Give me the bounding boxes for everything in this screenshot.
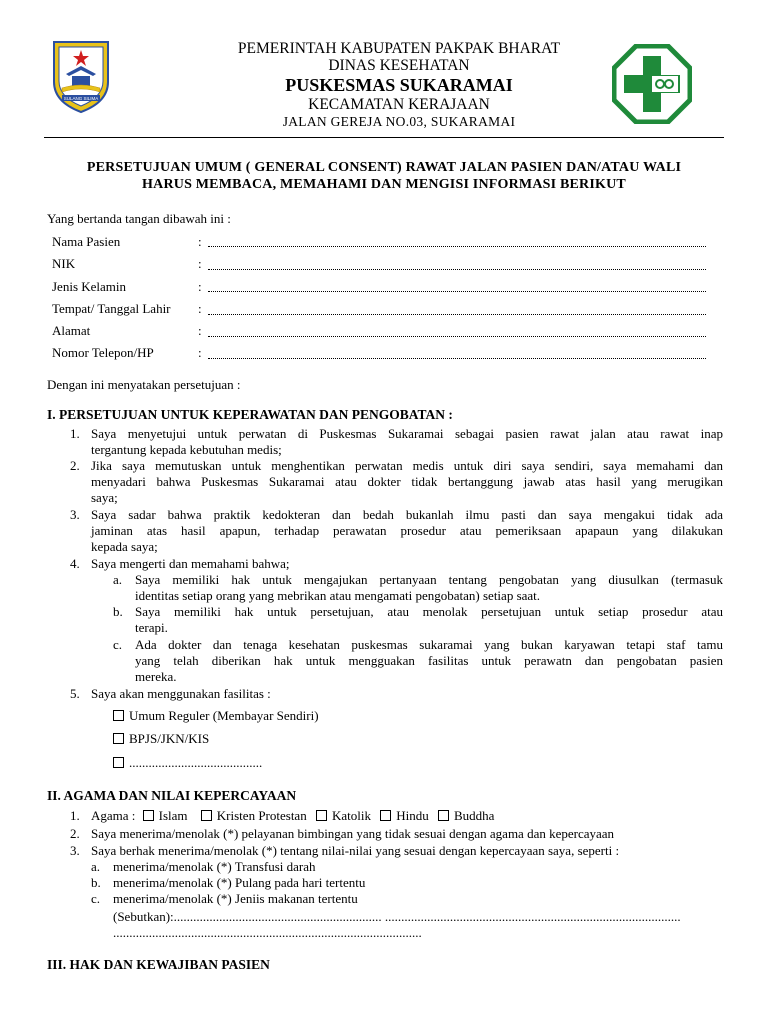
alamat-input[interactable] (208, 336, 706, 337)
checkbox-islam[interactable] (143, 810, 154, 821)
facility-option-other[interactable] (113, 755, 262, 771)
belief-subitem-c: menerima/menolak (*) Jeniis makanan tertentu (113, 891, 358, 906)
item-number: 2. (70, 826, 80, 841)
subitem-letter: a. (113, 572, 123, 587)
tempat-tanggal-lahir-input[interactable] (208, 314, 706, 315)
option-label: ......................................... (129, 755, 263, 770)
religion-option: Islam (158, 808, 188, 823)
nomor-telepon-input[interactable] (208, 358, 706, 359)
field-label: Nomor Telepon/HP (52, 345, 154, 360)
checkbox[interactable] (113, 710, 124, 721)
puskesmas-cross-icon (612, 44, 692, 124)
subitem-letter: c. (113, 637, 123, 652)
header-divider (44, 137, 724, 138)
document-title-line2: HARUS MEMBACA, MEMAHAMI DAN MENGISI INFORMASI BERIKUT (142, 177, 626, 192)
religion-item-2: Saya menerima/menolak (*) pelayanan bimbingan yang tidak sesuai dengan agama dan kepercayaan (91, 826, 615, 841)
consent-item-3: Saya sadar bahwa praktik kedokteran dan bedah bukanlah ilmu pasti dan saya mengakui tidak ada jaminan atas hasil apapun, terhadap perawatan prosedur atau pemeriksaan apapaun yang dilakukan kepada saya; (91, 507, 723, 554)
field-colon: : (198, 301, 202, 316)
option-label: BPJS/JKN/KIS (129, 731, 210, 746)
item-number: 1. (70, 426, 80, 441)
header-district: KECAMATAN KERAJAAN (308, 96, 490, 113)
jenis-kelamin-input[interactable] (208, 291, 706, 292)
header-agency: DINAS KESEHATAN (328, 57, 470, 74)
belief-subitem-a: menerima/menolak (*) Transfusi darah (113, 859, 316, 874)
checkbox[interactable] (113, 733, 124, 744)
field-label: Alamat (52, 323, 91, 338)
section3-heading: III. HAK DAN KEWAJIBAN PASIEN (47, 957, 270, 972)
header-address: JALAN GEREJA NO.03, SUKARAMAI (282, 114, 516, 129)
consent-item-4: Saya mengerti dan memahami bahwa; (91, 556, 290, 571)
field-label: NIK (52, 256, 76, 271)
belief-subitem-b: menerima/menolak (*) Pulang pada hari tertentu (113, 875, 366, 890)
option-label: Umum Reguler (Membayar Sendiri) (129, 708, 319, 723)
sebutkan-field-continued[interactable]: ............................................................................................... (113, 925, 422, 940)
checkbox-buddha[interactable] (438, 810, 449, 821)
field-label: Nama Pasien (52, 234, 121, 249)
religion-option: Katolik (331, 808, 371, 823)
religion-item-3: Saya berhak menerima/menolak (*) tentang nilai-nilai yang sesuai dengan kepercayaan saya, seperti : (91, 843, 620, 858)
header-government: PEMERINTAH KABUPATEN PAKPAK BHARAT (237, 40, 561, 57)
consent-subitem-b: Saya memiliki hak untuk persetujuan, atau menolak persetujuan untuk setiap prosedur atau terapi. (135, 604, 723, 635)
puskesmas-logo (612, 44, 692, 124)
sebutkan-field[interactable]: (Sebutkan):................................................................ ........................................................................................... (113, 909, 681, 924)
nama-pasien-input[interactable] (208, 246, 706, 247)
religion-option: Hindu (396, 808, 429, 823)
religion-row (91, 808, 494, 824)
facility-option-bpjs[interactable] (113, 731, 209, 747)
field-colon: : (198, 323, 202, 338)
subitem-letter: b. (91, 875, 101, 890)
field-label: Tempat/ Tanggal Lahir (52, 301, 171, 316)
field-colon: : (198, 234, 202, 249)
subitem-letter: a. (91, 859, 101, 874)
religion-option: Kristen Protestan (216, 808, 307, 823)
item-number: 4. (70, 556, 80, 571)
facility-option-umum[interactable] (113, 708, 319, 724)
consent-subitem-a: Saya memiliki hak untuk mengajukan pertanyaan tentang pengobatan yang diusulkan (termasuk identitas setiap orang yang mebrikan atau mengamati pengobatan) setiap saat. (135, 572, 723, 603)
item-number: 2. (70, 458, 80, 473)
field-colon: : (198, 256, 202, 271)
intro-text: Yang bertanda tangan dibawah ini : (47, 211, 231, 226)
checkbox[interactable] (113, 757, 124, 768)
field-colon: : (198, 345, 202, 360)
consent-item-1: Saya menyetujui untuk perwatan di Puskesmas Sukaramai sebagai pasien rawat jalan atau rawat inap tergantung kepada kebutuhan medis; (91, 426, 723, 457)
checkbox-hindu[interactable] (380, 810, 391, 821)
consent-item-5: Saya akan menggunakan fasilitas : (91, 686, 271, 701)
section1-heading: I. PERSETUJUAN UNTUK KEPERAWATAN DAN PENGOBATAN : (47, 407, 453, 422)
subitem-letter: b. (113, 604, 123, 619)
religion-label: Agama : (91, 808, 136, 823)
item-number: 5. (70, 686, 80, 701)
subitem-letter: c. (91, 891, 101, 906)
crest-banner-text: SULANG SILIMA (63, 96, 99, 101)
checkbox-katolik[interactable] (316, 810, 327, 821)
checkbox-kristen-protestan[interactable] (201, 810, 212, 821)
religion-option: Buddha (453, 808, 495, 823)
document-title-line1: PERSETUJUAN UMUM ( GENERAL CONSENT) RAWAT JALAN PASIEN DAN/ATAU WALI (86, 160, 682, 175)
consent-subitem-c: Ada dokter dan tenaga kesehatan puskesmas sukaramai yang bukan karyawan tetapi staf tamu yang telah diberikan hak untuk mengguakan fasilitas untuk perawatn dan pengobatan pasien mereka. (135, 637, 723, 684)
section2-heading: II. AGAMA DAN NILAI KEPERCAYAAN (47, 788, 297, 803)
item-number: 3. (70, 507, 80, 522)
item-number: 1. (70, 808, 80, 823)
consent-item-2: Jika saya memutuskan untuk menghentikan perwatan medis untuk diri saya sendiri, saya memahami dan menyadari bahwa Puskesmas Sukaramai atau dokter tidak bertanggung jawab atas hasil yang merugikan saya; (91, 458, 723, 505)
item-number: 3. (70, 843, 80, 858)
field-label: Jenis Kelamin (52, 279, 127, 294)
header-clinic-name: PUSKESMAS SUKARAMAI (285, 75, 513, 95)
statement-text: Dengan ini menyatakan persetujuan : (47, 377, 241, 392)
field-colon: : (198, 279, 202, 294)
nik-input[interactable] (208, 269, 706, 270)
